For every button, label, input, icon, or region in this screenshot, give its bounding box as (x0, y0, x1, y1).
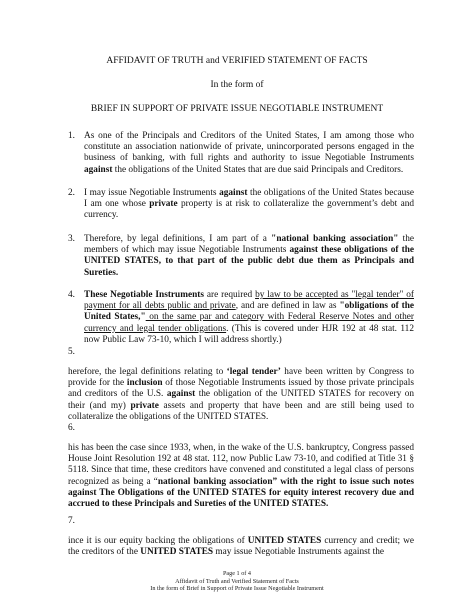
document-brief-title: BRIEF IN SUPPORT OF PRIVATE ISSUE NEGOTIABLE INSTRUMENT (90, 104, 384, 114)
page-footer (0, 570, 474, 593)
paragraph-2-text: the obligations of the United States because I am one whose (84, 188, 414, 210)
paragraph-5-bold: private (130, 400, 159, 411)
paragraph-4-underlined: by law to be accepted as "legal tender" of payment for all debts public and private (84, 290, 414, 312)
paragraph-7-bold: UNITED STATES (140, 547, 214, 558)
paragraph-7 (68, 536, 414, 558)
page-number: Page 1 of 4 (222, 570, 251, 577)
paragraph-2-bold: against (219, 188, 248, 198)
paragraph-number-4: 4. (68, 290, 75, 300)
paragraph-5-bold: inclusion (126, 378, 163, 389)
paragraph-4-underlined: on the same par and category with Federal Reserve Notes and other currency and legal tender obligations (84, 312, 414, 334)
paragraph-2-text: property is at risk to collateralize the government’s debt and currency. (84, 199, 415, 221)
paragraph-number-2: 2. (68, 188, 75, 198)
paragraph-1-bold: against (84, 164, 113, 175)
paragraph-number-5: 5. (68, 347, 75, 357)
paragraph-7-text: currency and credit; we the creditors of the (68, 536, 415, 558)
paragraph-4 (84, 290, 414, 346)
paragraph-5-text: of those Negotiable Instruments issued by those private principals and creditors of the U.S. (68, 378, 414, 400)
paragraph-1-text: As one of the Principals and Creditors of the United States, I am among those who constitute an association nationwide of private, unincorporated persons engaged in the business of banking, with full rights and authority to issue Negotiable Instruments (84, 131, 414, 164)
paragraph-2 (84, 188, 414, 222)
paragraph-4-text: , and are defined in law as (235, 301, 340, 312)
paragraph-6 (68, 443, 414, 510)
paragraph-5-bold: against (166, 389, 196, 400)
paragraph-number-1: 1. (68, 131, 75, 141)
paragraph-3-bold: against these obligations of the UNITED STATES, to that part of the public debt due them as Principals and Sureties. (84, 245, 414, 278)
document-subtitle: In the form of (210, 80, 264, 90)
paragraph-5 (68, 367, 414, 423)
paragraph-4-bold: These Negotiable Instruments (84, 290, 204, 300)
footer-subtitle: In the form of Brief in Support of Private Issue Negotiable Instrument (150, 585, 324, 593)
paragraph-6-text: his has been the case since 1933, when, in the wake of the U.S. bankruptcy, Congress passed House Joint Resolution 192 at 48 stat. 112, now Public Law 73-10, and codified at Title 31 § 5118. Since that time, these creditors have convened and constituted a legal class of persons recognized as being a “ (68, 443, 414, 487)
paragraph-3-text: the members of which may issue Negotiable Instruments (84, 234, 414, 256)
paragraph-3 (84, 234, 414, 279)
paragraph-number-7: 7. (68, 516, 75, 526)
paragraph-3-text: Therefore, by legal definitions, I am part of a (84, 234, 272, 244)
paragraph-7-text: may issue Negotiable Instruments against the (213, 547, 384, 558)
paragraph-number-3: 3. (68, 234, 75, 244)
paragraph-1 (84, 131, 414, 176)
paragraph-3-bold: "national banking association" (271, 234, 399, 244)
paragraph-2-text: I may issue Negotiable Instruments (84, 188, 220, 198)
paragraph-5-text: the obligation of the UNITED STATES for recovery on their (and my) (68, 389, 414, 411)
paragraph-4-text: are required (203, 290, 256, 300)
paragraph-4-bold: "obligations of the United States," (84, 301, 414, 323)
paragraph-6-bold: national banking association” with the right to issue such notes against The Obligations of the UNITED STATES for equity interest recovery due and accrued to these Principals and Sureties of the UNITED STATES. (68, 476, 414, 510)
paragraph-number-6: 6. (68, 423, 75, 433)
document-title: AFFIDAVIT OF TRUTH and VERIFIED STATEMENT OF FACTS (106, 56, 368, 66)
paragraph-1-text: the obligations of the United States that are due said Principals and Creditors. (112, 164, 404, 175)
paragraph-5-text: have been written by Congress to provide for the (68, 367, 414, 389)
paragraph-2-bold: private (149, 199, 178, 210)
paragraph-4-text: . (This is covered under HJR 192 at 48 stat. 112 now Public Law 73-10, which I will address shortly.) (84, 323, 414, 345)
paragraph-7-text: ince it is our equity backing the obligations of (68, 536, 248, 546)
paragraph-5-bold: ‘legal tender’ (226, 367, 281, 377)
paragraph-7-bold: UNITED STATES (247, 536, 322, 546)
paragraph-5-text: assets and property that have been and are still being used to collateralize the obligations of the UNITED STATES. (68, 400, 414, 422)
footer-title: Affidavit of Truth and Verified Statement of Facts (175, 577, 299, 585)
paragraph-5-text: herefore, the legal definitions relating to (68, 367, 227, 377)
